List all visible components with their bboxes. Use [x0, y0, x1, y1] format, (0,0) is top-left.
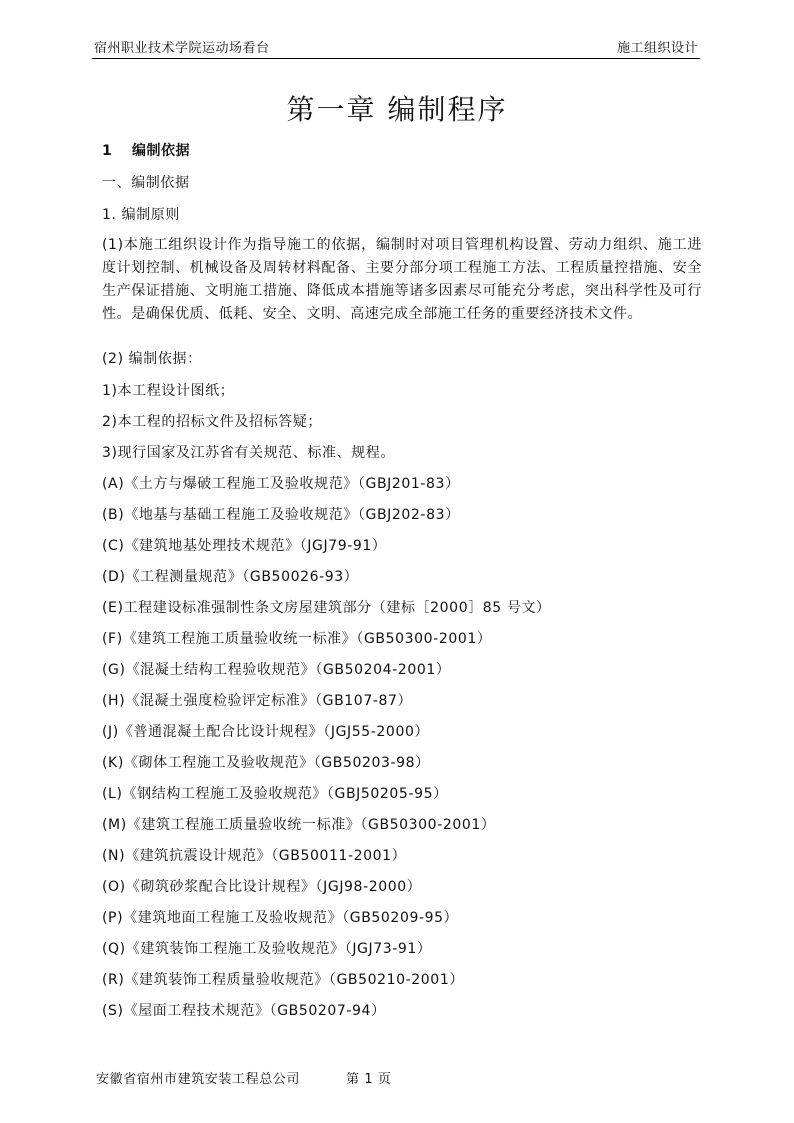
list-item: (R)《建筑装饰工程质量验收规范》（GB50210-2001）: [102, 972, 464, 988]
list-item: (H)《混凝土强度检验评定标准》（GB107-87）: [102, 693, 413, 709]
section-number: 1: [102, 143, 113, 159]
page-number: 第 1 页: [346, 1072, 392, 1087]
list-item: 2)本工程的招标文件及招标答疑；: [102, 414, 322, 430]
list-item: (D)《工程测量规范》（GB50026-93）: [102, 569, 359, 585]
chapter-title: 第一章 编制程序: [286, 93, 508, 126]
header-project-name: 宿州职业技术学院运动场看台: [94, 41, 270, 56]
page-header: [92, 34, 700, 59]
footer-company: 安徽省宿州市建筑安装工程总公司: [96, 1072, 301, 1087]
subheading-principles: 1. 编制原则: [102, 207, 181, 223]
list-item: 1)本工程设计图纸；: [102, 383, 235, 399]
list-item: (G)《混凝土结构工程验收规范》（GB50204-2001）: [102, 662, 451, 678]
list-item: (Q)《建筑装饰工程施工及验收规范》（JGJ73-91）: [102, 941, 432, 957]
list-item: (M)《建筑工程施工质量验收统一标准》（GB50300-2001）: [102, 817, 496, 833]
basis-heading: (2) 编制依据：: [102, 351, 202, 367]
list-item: (K)《砌体工程施工及验收规范》（GB50203-98）: [102, 755, 430, 771]
header-doc-type: 施工组织设计: [616, 41, 698, 56]
section-heading: [102, 140, 190, 160]
list-item: (N)《建筑抗震设计规范》（GB50011-2001）: [102, 848, 407, 864]
subheading: 一、编制依据: [102, 175, 190, 191]
list-item: 3)现行国家及江苏省有关规范、标准、规程。: [102, 445, 395, 461]
list-item: (J)《普通混凝土配合比设计规程》（JGJ55-2000）: [102, 724, 430, 740]
list-item: (F)《建筑工程施工质量验收统一标准》（GB50300-2001）: [102, 631, 492, 647]
page-footer: [96, 1068, 392, 1087]
list-item: (E)工程建设标准强制性条文房屋建筑部分（建标［2000］85 号文）: [102, 600, 551, 616]
list-item: (S)《屋面工程技术规范》（GB50207-94）: [102, 1003, 386, 1019]
list-item: (A)《土方与爆破工程施工及验收规范》（GBJ201-83）: [102, 476, 460, 492]
section-label: 编制依据: [132, 143, 190, 159]
list-item: (C)《建筑地基处理技术规范》（JGJ79-91）: [102, 538, 387, 554]
list-item: (P)《建筑地面工程施工及验收规范》（GB50209-95）: [102, 910, 459, 926]
list-item: (O)《砌筑砂浆配合比设计规程》（JGJ98-2000）: [102, 879, 422, 895]
list-item: (B)《地基与基础工程施工及验收规范》（GBJ202-83）: [102, 507, 460, 523]
principle-paragraph: (1)本施工组织设计作为指导施工的依据，编制时对项目管理机构设置、劳动力组织、施工进度计划控制、机械设备及周转材料配备、主要分部分项工程施工方法、工程质量控措施、安全生产保证措施、文明施工措施、降低成本措施等诸多因素尽可能充分考虑，突出科学性及可行性。是确保优质、低耗、安全、文明、高速完成全部施工任务的重要经济技术文件。: [102, 237, 702, 322]
list-item: (L)《钢结构工程施工及验收规范》（GBJ50205-95）: [102, 786, 448, 802]
